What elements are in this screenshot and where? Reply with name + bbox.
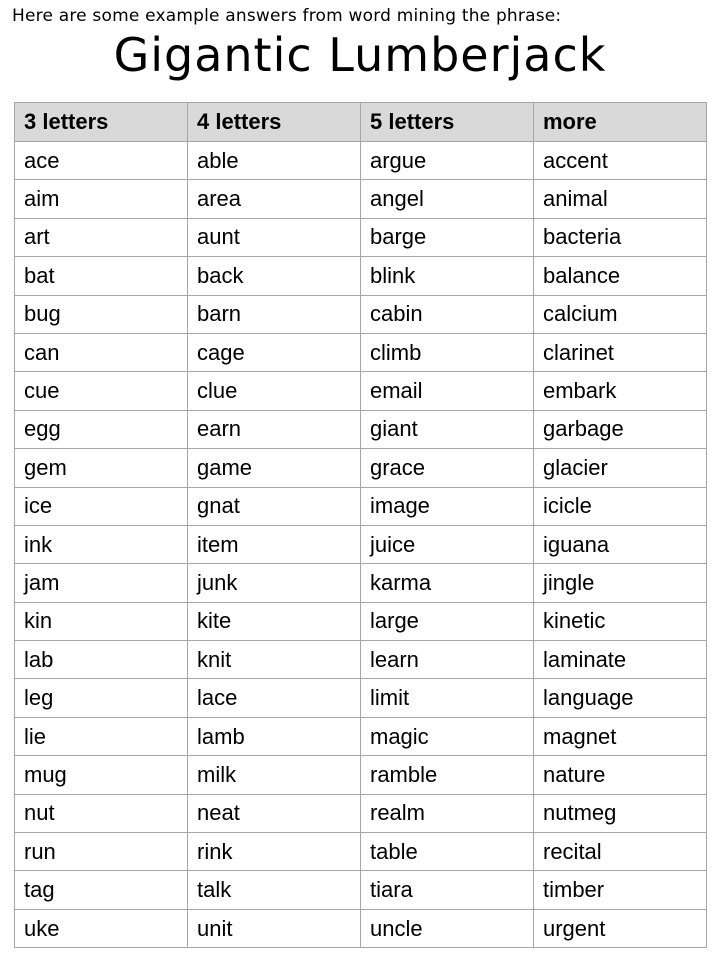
table-cell: knit (188, 641, 361, 679)
table-cell: neat (188, 794, 361, 832)
table-cell: unit (188, 909, 361, 947)
table-cell: barge (361, 218, 534, 256)
table-cell: egg (15, 410, 188, 448)
table-row (15, 794, 707, 832)
table-cell: email (361, 372, 534, 410)
table-cell: ace (15, 142, 188, 180)
table-row (15, 679, 707, 717)
table-cell: game (188, 449, 361, 487)
table-cell: limit (361, 679, 534, 717)
table-cell: glacier (534, 449, 707, 487)
column-header: more (534, 103, 707, 142)
table-cell: nutmeg (534, 794, 707, 832)
table-cell: gem (15, 449, 188, 487)
table-cell: recital (534, 833, 707, 871)
table-cell: lace (188, 679, 361, 717)
table-body (15, 142, 707, 948)
table-cell: bug (15, 295, 188, 333)
table-cell: garbage (534, 410, 707, 448)
table-cell: angel (361, 180, 534, 218)
table-row (15, 525, 707, 563)
column-header: 5 letters (361, 103, 534, 142)
table-cell: bat (15, 257, 188, 295)
table-row (15, 372, 707, 410)
table-cell: mug (15, 756, 188, 794)
table-cell: image (361, 487, 534, 525)
table-row (15, 717, 707, 755)
table-row (15, 564, 707, 602)
table-cell: juice (361, 525, 534, 563)
table-cell: cage (188, 333, 361, 371)
table-cell: can (15, 333, 188, 371)
table-cell: gnat (188, 487, 361, 525)
table-cell: aim (15, 180, 188, 218)
table-cell: jam (15, 564, 188, 602)
column-header: 3 letters (15, 103, 188, 142)
column-header: 4 letters (188, 103, 361, 142)
table-row (15, 871, 707, 909)
table-cell: nut (15, 794, 188, 832)
table-cell: nature (534, 756, 707, 794)
table-cell: language (534, 679, 707, 717)
table-cell: talk (188, 871, 361, 909)
table-cell: art (15, 218, 188, 256)
table-cell: earn (188, 410, 361, 448)
table-cell: clue (188, 372, 361, 410)
table-cell: urgent (534, 909, 707, 947)
table-cell: item (188, 525, 361, 563)
table-cell: magic (361, 717, 534, 755)
table-row (15, 909, 707, 947)
table-cell: blink (361, 257, 534, 295)
table-cell: large (361, 602, 534, 640)
table-cell: uncle (361, 909, 534, 947)
table-cell: milk (188, 756, 361, 794)
table-cell: able (188, 142, 361, 180)
table-cell: cabin (361, 295, 534, 333)
table-row (15, 487, 707, 525)
table-cell: balance (534, 257, 707, 295)
table-cell: area (188, 180, 361, 218)
table-cell: ink (15, 525, 188, 563)
table-cell: timber (534, 871, 707, 909)
table-cell: lie (15, 717, 188, 755)
table-cell: ice (15, 487, 188, 525)
table-cell: giant (361, 410, 534, 448)
table-cell: argue (361, 142, 534, 180)
table-cell: climb (361, 333, 534, 371)
table-cell: tag (15, 871, 188, 909)
table-cell: grace (361, 449, 534, 487)
table-cell: laminate (534, 641, 707, 679)
table-cell: cue (15, 372, 188, 410)
table-row (15, 333, 707, 371)
table-cell: ramble (361, 756, 534, 794)
table-cell: learn (361, 641, 534, 679)
table-row (15, 641, 707, 679)
intro-text: Here are some example answers from word mining the phrase: (12, 6, 562, 26)
table-cell: barn (188, 295, 361, 333)
table-cell: kin (15, 602, 188, 640)
table-cell: bacteria (534, 218, 707, 256)
table-row (15, 257, 707, 295)
table-row (15, 410, 707, 448)
table-cell: leg (15, 679, 188, 717)
table-cell: magnet (534, 717, 707, 755)
table-cell: aunt (188, 218, 361, 256)
table-cell: kite (188, 602, 361, 640)
header-row (15, 103, 707, 142)
table-cell: lab (15, 641, 188, 679)
table-cell: uke (15, 909, 188, 947)
table-cell: animal (534, 180, 707, 218)
table-cell: table (361, 833, 534, 871)
table-row (15, 833, 707, 871)
table-row (15, 756, 707, 794)
table-row (15, 142, 707, 180)
table-cell: calcium (534, 295, 707, 333)
table-cell: realm (361, 794, 534, 832)
table-cell: junk (188, 564, 361, 602)
table-cell: back (188, 257, 361, 295)
table-cell: karma (361, 564, 534, 602)
table-cell: lamb (188, 717, 361, 755)
table-row (15, 449, 707, 487)
table-row (15, 295, 707, 333)
table-cell: kinetic (534, 602, 707, 640)
table-cell: embark (534, 372, 707, 410)
table-cell: icicle (534, 487, 707, 525)
table-row (15, 218, 707, 256)
table-row (15, 180, 707, 218)
table-row (15, 602, 707, 640)
table-cell: clarinet (534, 333, 707, 371)
table-cell: accent (534, 142, 707, 180)
table-cell: rink (188, 833, 361, 871)
page-title: Gigantic Lumberjack (113, 28, 607, 82)
table-cell: run (15, 833, 188, 871)
table-cell: jingle (534, 564, 707, 602)
table-cell: tiara (361, 871, 534, 909)
table-cell: iguana (534, 525, 707, 563)
word-table (14, 102, 707, 948)
